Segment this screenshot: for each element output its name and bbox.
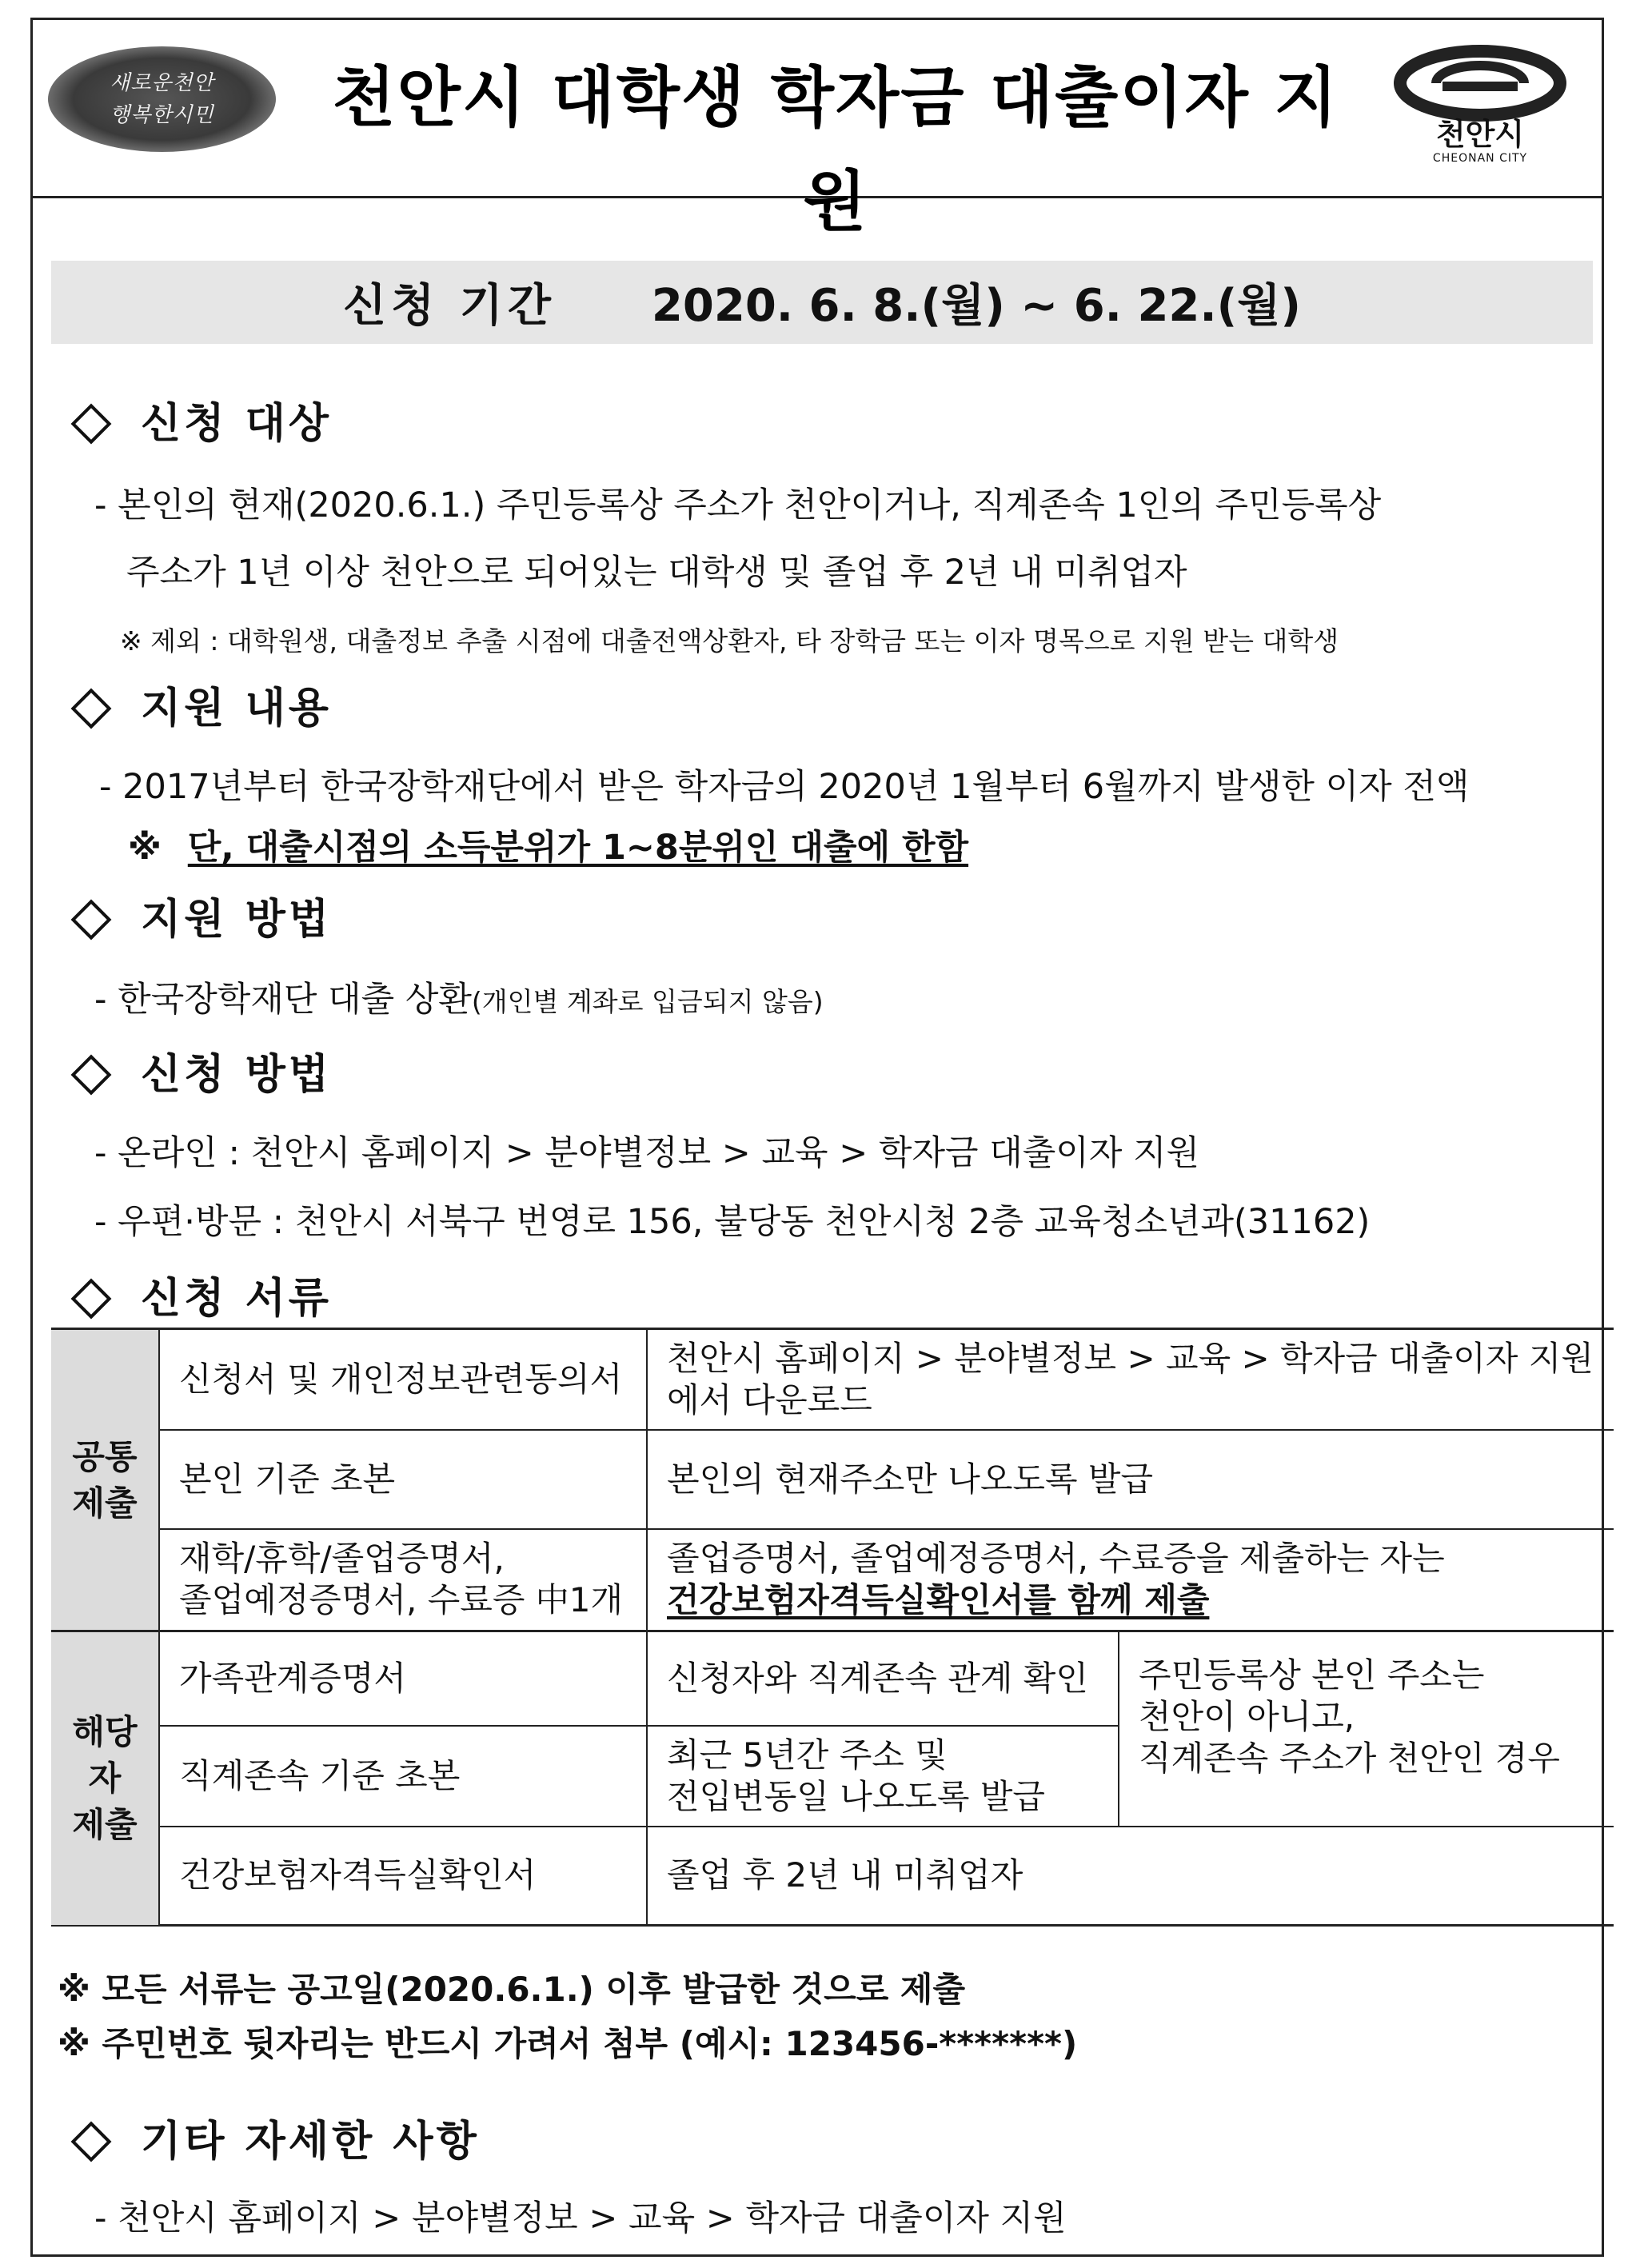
apply-mail-visit: - 우편·방문 : 천안시 서북구 번영로 156, 불당동 천안시청 2층 교육청소년과(31162) <box>94 1202 1371 1242</box>
section-heading-content <box>69 683 332 734</box>
city-logo-en: CHEONAN CITY <box>1432 152 1528 165</box>
method-text: - 한국장학재단 대출 상환 <box>94 980 472 1020</box>
notice-line-1: ※ 모든 서류는 공고일(2020.6.1.) 이후 발급한 것으로 제출 <box>58 1970 966 2009</box>
target-note: ※ 제외 : 대학원생, 대출정보 추출 시점에 대출전액상환자, 타 장학금 또는 이자 명목으로 지원 받는 대학생 <box>120 625 1339 657</box>
diamond-icon <box>71 2122 112 2162</box>
diamond-icon <box>71 1055 112 1096</box>
table-row <box>51 1329 1614 1430</box>
application-period-band <box>51 261 1593 344</box>
doc-desc: 본인의 현재주소만 나오도록 발급 <box>647 1430 1614 1529</box>
section-title: 신청 서류 <box>141 1275 333 1323</box>
doc-name: 신청서 및 개인정보관련동의서 <box>159 1329 647 1430</box>
doc-desc: 최근 5년간 주소 및 전입변동일 나오도록 발급 <box>647 1726 1119 1827</box>
doc-desc <box>647 1529 1614 1631</box>
doc-desc-emphasis: 건강보험자격득실확인서를 함께 제출 <box>667 1580 1210 1620</box>
table-row <box>51 1430 1614 1529</box>
doc-name: 재학/휴학/졸업증명서, 졸업예정증명서, 수료증 中1개 <box>159 1529 647 1631</box>
slogan-logo: 새로운천안 행복한시민 <box>48 46 276 152</box>
section-heading-apply <box>69 1049 332 1100</box>
table-row <box>51 1827 1614 1926</box>
apply-online: - 온라인 : 천안시 홈페이지 > 분야별정보 > 교육 > 학자금 대출이자 지원 <box>94 1133 1200 1173</box>
doc-name: 직계존속 기준 초본 <box>159 1726 647 1827</box>
group-applicable: 해당자 제출 <box>51 1631 159 1926</box>
period-label: 신청 기간 <box>343 280 556 332</box>
content-note <box>128 825 968 870</box>
diamond-icon <box>71 689 112 729</box>
section-heading-target <box>69 398 332 449</box>
table-row <box>51 1529 1614 1631</box>
condition-note: 주민등록상 본인 주소는 천안이 아니고, 직계존속 주소가 천안인 경우 <box>1119 1631 1614 1827</box>
document-header <box>30 18 1604 240</box>
page-title: 천안시 대학생 학자금 대출이자 지원 <box>332 60 1339 240</box>
section-title: 신청 대상 <box>141 400 333 448</box>
section-heading-method <box>69 894 332 945</box>
doc-desc: 졸업 후 2년 내 미취업자 <box>647 1827 1614 1926</box>
content-note-text: 단, 대출시점의 소득분위가 1~8분위인 대출에 한함 <box>187 828 969 868</box>
notice-line-2: ※ 주민번호 뒷자리는 반드시 가려서 첨부 (예시: 123456-*******) <box>58 2024 1078 2063</box>
doc-name: 가족관계증명서 <box>159 1631 647 1726</box>
target-line-1: - 본인의 현재(2020.6.1.) 주민등록상 주소가 천안이거나, 직계존속 1인의 주민등록상 <box>94 485 1382 525</box>
doc-name: 본인 기준 초본 <box>159 1430 647 1529</box>
doc-desc-text: 졸업증명서, 졸업예정증명서, 수료증을 제출하는 자는 <box>667 1539 1445 1579</box>
content-line-1: - 2017년부터 한국장학재단에서 받은 학자금의 2020년 1월부터 6월까지 발생한 이자 전액 <box>99 767 1470 807</box>
method-note: (개인별 계좌로 입금되지 않음) <box>471 986 824 1017</box>
section-heading-docs <box>69 1273 332 1324</box>
group-common: 공통 제출 <box>51 1329 159 1631</box>
method-line-1 <box>94 977 824 1024</box>
section-title: 기타 자세한 사항 <box>141 2118 480 2166</box>
section-title: 신청 방법 <box>141 1051 333 1099</box>
target-line-2: 주소가 1년 이상 천안으로 되어있는 대학생 및 졸업 후 2년 내 미취업자 <box>126 553 1187 593</box>
doc-desc: 신청자와 직계존속 관계 확인 <box>647 1631 1119 1726</box>
doc-name: 건강보험자격득실확인서 <box>159 1827 647 1926</box>
diamond-icon <box>71 900 112 940</box>
documents-table <box>51 1328 1614 1927</box>
diamond-icon <box>71 404 112 445</box>
etc-line-1: - 천안시 홈페이지 > 분야별정보 > 교육 > 학자금 대출이자 지원 <box>94 2198 1067 2238</box>
table-row <box>51 1631 1614 1726</box>
note-mark: ※ <box>128 828 162 868</box>
period-value: 2020. 6. 8.(월) ~ 6. 22.(월) <box>651 280 1301 332</box>
section-heading-etc <box>69 2116 480 2167</box>
section-title: 지원 내용 <box>141 685 333 733</box>
doc-desc: 천안시 홈페이지 > 분야별정보 > 교육 > 학자금 대출이자 지원 에서 다운로드 <box>647 1329 1614 1430</box>
diamond-icon <box>71 1279 112 1320</box>
city-logo-name: 천안시 <box>1435 117 1525 152</box>
section-title: 지원 방법 <box>141 896 333 944</box>
